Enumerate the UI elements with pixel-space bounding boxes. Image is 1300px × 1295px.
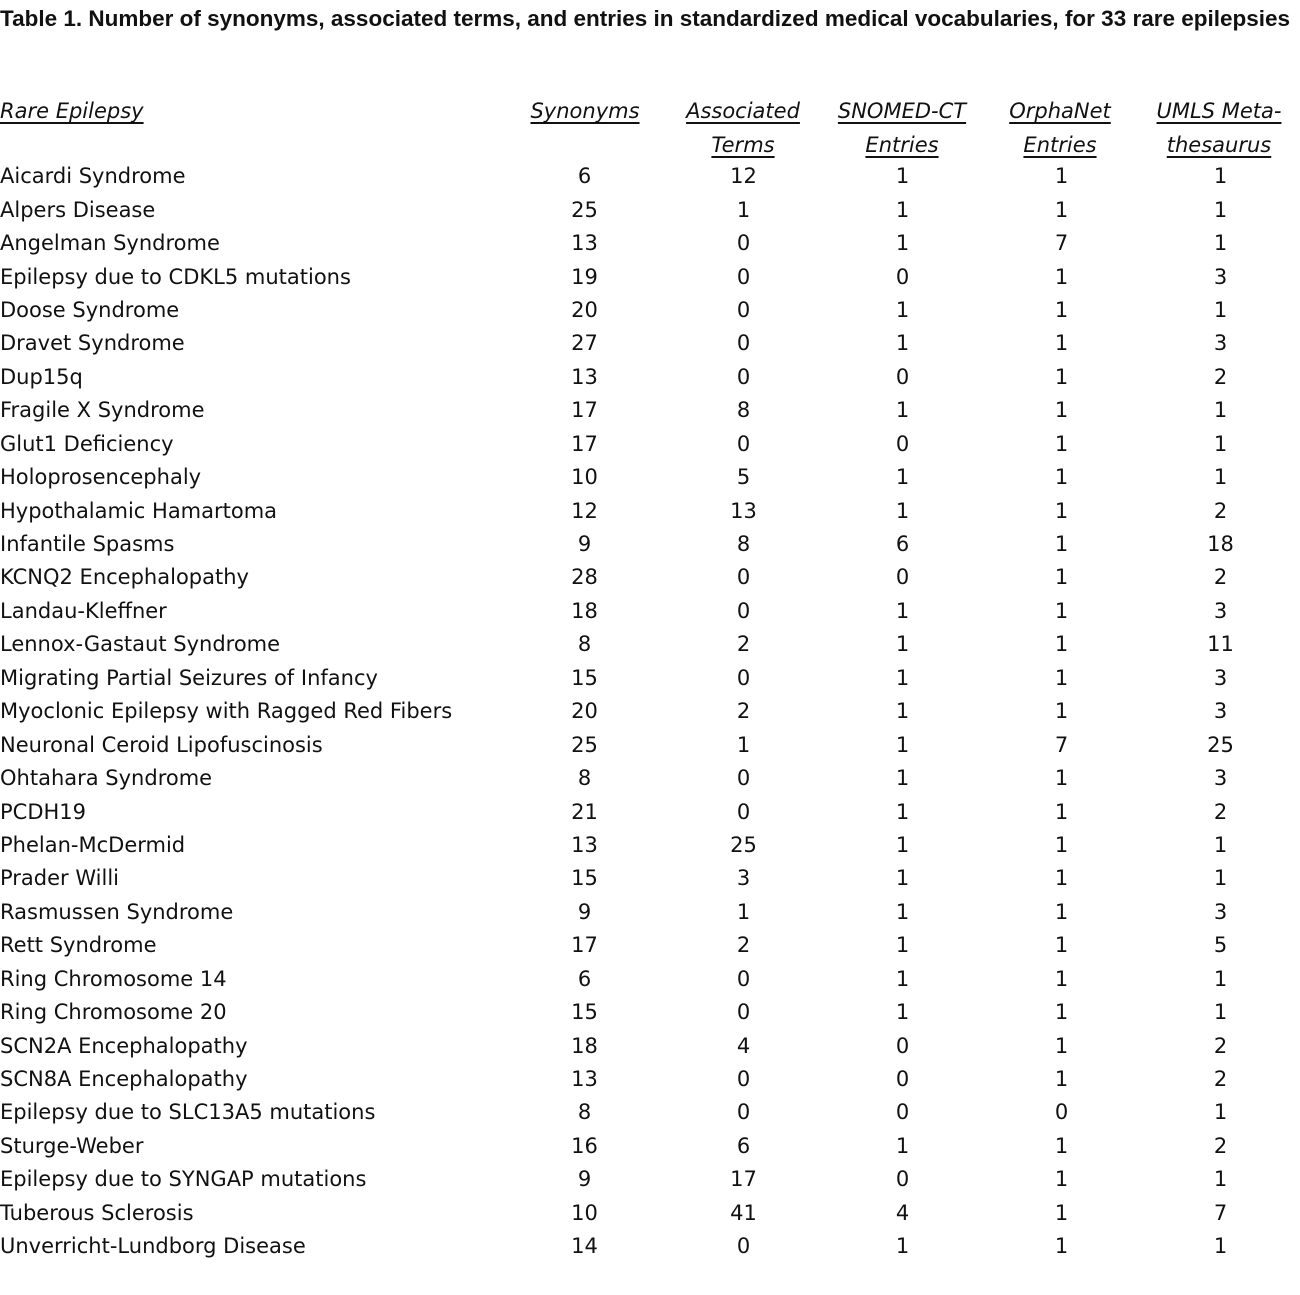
snomed-entries-cell: 1 [895, 966, 910, 991]
table-row [0, 795, 1300, 828]
umls-metathesaurus-cell: 1 [1213, 1234, 1228, 1259]
snomed-entries-cell: 1 [895, 498, 910, 523]
header-umls-metathesaurus [1139, 94, 1299, 162]
associated-terms-cell: 0 [736, 297, 751, 322]
umls-metathesaurus-cell: 3 [1213, 264, 1228, 289]
orphanet-entries-cell: 1 [1054, 364, 1069, 389]
orphanet-entries-cell: 1 [1054, 1133, 1069, 1158]
orphanet-entries-cell: 1 [1054, 164, 1069, 189]
table-row [0, 896, 1300, 929]
epilepsy-name-cell: Holoprosencephaly [0, 465, 202, 490]
epilepsy-name-cell: Alpers Disease [0, 197, 156, 222]
snomed-entries-cell: 1 [895, 632, 910, 657]
umls-metathesaurus-cell: 1 [1213, 197, 1228, 222]
associated-terms-cell: 8 [736, 398, 751, 423]
epilepsy-name-cell: Hypothalamic Hamartoma [0, 498, 278, 523]
umls-metathesaurus-cell: 1 [1213, 966, 1228, 991]
umls-metathesaurus-cell: 2 [1213, 1033, 1228, 1058]
table-row [0, 829, 1300, 862]
orphanet-entries-cell: 7 [1054, 732, 1069, 757]
snomed-entries-cell: 0 [895, 264, 910, 289]
epilepsy-name-cell: PCDH19 [0, 799, 87, 824]
snomed-entries-cell: 1 [895, 699, 910, 724]
snomed-entries-cell: 1 [895, 732, 910, 757]
orphanet-entries-cell: 1 [1054, 398, 1069, 423]
header-orphanet-entries [980, 94, 1140, 162]
snomed-entries-cell: 0 [895, 565, 910, 590]
orphanet-entries-cell: 7 [1054, 231, 1069, 256]
umls-metathesaurus-cell: 3 [1213, 899, 1228, 924]
table-row [0, 1130, 1300, 1163]
epilepsy-name-cell: Prader Willi [0, 866, 119, 891]
umls-metathesaurus-cell: 1 [1213, 231, 1228, 256]
snomed-entries-cell: 1 [895, 1000, 910, 1025]
epilepsy-name-cell: Sturge-Weber [0, 1133, 144, 1158]
epilepsy-name-cell: Epilepsy due to SYNGAP mutations [0, 1167, 367, 1192]
table-row [0, 361, 1300, 394]
synonyms-cell: 8 [577, 766, 592, 791]
table-row [0, 695, 1300, 728]
synonyms-cell: 9 [577, 899, 592, 924]
snomed-entries-cell: 1 [895, 766, 910, 791]
umls-metathesaurus-cell: 5 [1213, 933, 1228, 958]
associated-terms-cell: 8 [736, 532, 751, 557]
associated-terms-cell: 17 [730, 1167, 757, 1192]
associated-terms-cell: 0 [736, 231, 751, 256]
snomed-entries-cell: 0 [895, 1100, 910, 1125]
orphanet-entries-cell: 1 [1054, 498, 1069, 523]
epilepsy-name-cell: Doose Syndrome [0, 297, 180, 322]
table-row [0, 628, 1300, 661]
snomed-entries-cell: 1 [895, 832, 910, 857]
snomed-entries-cell: 0 [895, 1167, 910, 1192]
epilepsy-name-cell: Epilepsy due to SLC13A5 mutations [0, 1100, 376, 1125]
synonyms-cell: 17 [571, 933, 598, 958]
epilepsy-table [0, 160, 1300, 1263]
synonyms-cell: 9 [577, 532, 592, 557]
epilepsy-name-cell: Phelan-McDermid [0, 832, 186, 857]
table-row [0, 1029, 1300, 1062]
header-snomed-entries [822, 94, 982, 162]
associated-terms-cell: 2 [736, 699, 751, 724]
snomed-entries-cell: 0 [895, 1067, 910, 1092]
orphanet-entries-cell: 1 [1054, 966, 1069, 991]
umls-metathesaurus-cell: 11 [1207, 632, 1234, 657]
header-associated-line1: Associated [686, 99, 800, 123]
epilepsy-name-cell: Migrating Partial Seizures of Infancy [0, 665, 378, 690]
associated-terms-cell: 3 [736, 866, 751, 891]
orphanet-entries-cell: 1 [1054, 1200, 1069, 1225]
table-row [0, 561, 1300, 594]
umls-metathesaurus-cell: 2 [1213, 364, 1228, 389]
table-row [0, 595, 1300, 628]
associated-terms-cell: 0 [736, 431, 751, 456]
synonyms-cell: 17 [571, 398, 598, 423]
snomed-entries-cell: 0 [895, 364, 910, 389]
synonyms-cell: 13 [571, 231, 598, 256]
umls-metathesaurus-cell: 18 [1207, 532, 1234, 557]
snomed-entries-cell: 1 [895, 1133, 910, 1158]
orphanet-entries-cell: 1 [1054, 899, 1069, 924]
snomed-entries-cell: 1 [895, 665, 910, 690]
synonyms-cell: 25 [571, 197, 598, 222]
snomed-entries-cell: 0 [895, 431, 910, 456]
snomed-entries-cell: 1 [895, 398, 910, 423]
table-row [0, 394, 1300, 427]
synonyms-cell: 6 [577, 966, 592, 991]
associated-terms-cell: 1 [736, 197, 751, 222]
epilepsy-name-cell: Dup15q [0, 364, 83, 389]
table-row [0, 963, 1300, 996]
snomed-entries-cell: 1 [895, 231, 910, 256]
orphanet-entries-cell: 1 [1054, 431, 1069, 456]
table-row [0, 528, 1300, 561]
snomed-entries-cell: 1 [895, 197, 910, 222]
synonyms-cell: 18 [571, 598, 598, 623]
umls-metathesaurus-cell: 3 [1213, 598, 1228, 623]
snomed-entries-cell: 1 [895, 933, 910, 958]
snomed-entries-cell: 1 [895, 799, 910, 824]
orphanet-entries-cell: 1 [1054, 766, 1069, 791]
epilepsy-name-cell: Epilepsy due to CDKL5 mutations [0, 264, 351, 289]
associated-terms-cell: 0 [736, 966, 751, 991]
table-row [0, 929, 1300, 962]
umls-metathesaurus-cell: 1 [1213, 1167, 1228, 1192]
synonyms-cell: 27 [571, 331, 598, 356]
umls-metathesaurus-cell: 2 [1213, 1067, 1228, 1092]
table-caption: Table 1. Number of synonyms, associated terms, and entries in standardized medical vocabularies, for 33 rare epilepsies [0, 6, 1291, 31]
synonyms-cell: 17 [571, 431, 598, 456]
header-associated-terms [663, 94, 823, 162]
associated-terms-cell: 0 [736, 598, 751, 623]
synonyms-cell: 19 [571, 264, 598, 289]
synonyms-cell: 20 [571, 297, 598, 322]
header-rare-epilepsy-label: Rare Epilepsy [0, 99, 144, 123]
orphanet-entries-cell: 1 [1054, 197, 1069, 222]
epilepsy-name-cell: Lennox-Gastaut Syndrome [0, 632, 281, 657]
epilepsy-name-cell: Ohtahara Syndrome [0, 766, 213, 791]
synonyms-cell: 6 [577, 164, 592, 189]
associated-terms-cell: 5 [736, 465, 751, 490]
orphanet-entries-cell: 1 [1054, 1000, 1069, 1025]
associated-terms-cell: 2 [736, 632, 751, 657]
orphanet-entries-cell: 1 [1054, 297, 1069, 322]
synonyms-cell: 18 [571, 1033, 598, 1058]
epilepsy-name-cell: KCNQ2 Encephalopathy [0, 565, 249, 590]
table-row [0, 762, 1300, 795]
orphanet-entries-cell: 1 [1054, 933, 1069, 958]
synonyms-cell: 28 [571, 565, 598, 590]
table-row [0, 494, 1300, 527]
header-umls-line2: thesaurus [1166, 133, 1272, 157]
epilepsy-name-cell: Rasmussen Syndrome [0, 899, 234, 924]
orphanet-entries-cell: 1 [1054, 565, 1069, 590]
snomed-entries-cell: 4 [895, 1200, 910, 1225]
table-row [0, 1197, 1300, 1230]
header-snomed-line2: Entries [865, 133, 939, 157]
header-orphanet-line1: OrphaNet [1009, 99, 1111, 123]
umls-metathesaurus-cell: 2 [1213, 799, 1228, 824]
umls-metathesaurus-cell: 3 [1213, 766, 1228, 791]
synonyms-cell: 14 [571, 1234, 598, 1259]
synonyms-cell: 13 [571, 364, 598, 389]
table-row [0, 428, 1300, 461]
epilepsy-name-cell: Unverricht-Lundborg Disease [0, 1234, 306, 1259]
umls-metathesaurus-cell: 3 [1213, 665, 1228, 690]
associated-terms-cell: 4 [736, 1033, 751, 1058]
associated-terms-cell: 0 [736, 364, 751, 389]
orphanet-entries-cell: 1 [1054, 632, 1069, 657]
table-row [0, 1096, 1300, 1129]
associated-terms-cell: 12 [730, 164, 757, 189]
umls-metathesaurus-cell: 1 [1213, 431, 1228, 456]
orphanet-entries-cell: 0 [1054, 1100, 1069, 1125]
table-row [0, 327, 1300, 360]
synonyms-cell: 15 [571, 866, 598, 891]
orphanet-entries-cell: 1 [1054, 264, 1069, 289]
synonyms-cell: 13 [571, 1067, 598, 1092]
synonyms-cell: 9 [577, 1167, 592, 1192]
synonyms-cell: 13 [571, 832, 598, 857]
associated-terms-cell: 0 [736, 264, 751, 289]
snomed-entries-cell: 1 [895, 1234, 910, 1259]
orphanet-entries-cell: 1 [1054, 1033, 1069, 1058]
synonyms-cell: 15 [571, 1000, 598, 1025]
epilepsy-name-cell: Dravet Syndrome [0, 331, 185, 356]
header-associated-line2: Terms [711, 133, 775, 157]
umls-metathesaurus-cell: 25 [1207, 732, 1234, 757]
epilepsy-name-cell: Ring Chromosome 14 [0, 966, 227, 991]
umls-metathesaurus-cell: 2 [1213, 1133, 1228, 1158]
associated-terms-cell: 0 [736, 766, 751, 791]
synonyms-cell: 12 [571, 498, 598, 523]
associated-terms-cell: 2 [736, 933, 751, 958]
table-row [0, 260, 1300, 293]
associated-terms-cell: 0 [736, 331, 751, 356]
snomed-entries-cell: 1 [895, 297, 910, 322]
associated-terms-cell: 41 [730, 1200, 757, 1225]
header-snomed-line1: SNOMED-CT [837, 99, 967, 123]
epilepsy-name-cell: Neuronal Ceroid Lipofuscinosis [0, 732, 323, 757]
epilepsy-name-cell: Aicardi Syndrome [0, 164, 186, 189]
umls-metathesaurus-cell: 1 [1213, 1000, 1228, 1025]
table-row [0, 1163, 1300, 1196]
umls-metathesaurus-cell: 2 [1213, 498, 1228, 523]
associated-terms-cell: 1 [736, 899, 751, 924]
associated-terms-cell: 13 [730, 498, 757, 523]
umls-metathesaurus-cell: 3 [1213, 331, 1228, 356]
orphanet-entries-cell: 1 [1054, 799, 1069, 824]
orphanet-entries-cell: 1 [1054, 1167, 1069, 1192]
associated-terms-cell: 0 [736, 799, 751, 824]
umls-metathesaurus-cell: 1 [1213, 1100, 1228, 1125]
table-row [0, 996, 1300, 1029]
synonyms-cell: 15 [571, 665, 598, 690]
epilepsy-name-cell: Ring Chromosome 20 [0, 1000, 227, 1025]
table-row [0, 160, 1300, 193]
table-row [0, 1063, 1300, 1096]
synonyms-cell: 8 [577, 1100, 592, 1125]
header-umls-line1: UMLS Meta- [1156, 99, 1282, 123]
orphanet-entries-cell: 1 [1054, 331, 1069, 356]
umls-metathesaurus-cell: 7 [1213, 1200, 1228, 1225]
synonyms-cell: 25 [571, 732, 598, 757]
epilepsy-name-cell: Infantile Spasms [0, 532, 175, 557]
table-row [0, 461, 1300, 494]
orphanet-entries-cell: 1 [1054, 598, 1069, 623]
snomed-entries-cell: 1 [895, 866, 910, 891]
synonyms-cell: 16 [571, 1133, 598, 1158]
associated-terms-cell: 0 [736, 1067, 751, 1092]
synonyms-cell: 8 [577, 632, 592, 657]
umls-metathesaurus-cell: 1 [1213, 866, 1228, 891]
associated-terms-cell: 0 [736, 1234, 751, 1259]
umls-metathesaurus-cell: 1 [1213, 297, 1228, 322]
orphanet-entries-cell: 1 [1054, 699, 1069, 724]
epilepsy-name-cell: Myoclonic Epilepsy with Ragged Red Fibers [0, 699, 453, 724]
synonyms-cell: 21 [571, 799, 598, 824]
synonyms-cell: 20 [571, 699, 598, 724]
epilepsy-name-cell: Landau-Kleffner [0, 598, 167, 623]
associated-terms-cell: 0 [736, 565, 751, 590]
table-row [0, 728, 1300, 761]
table-row [0, 862, 1300, 895]
header-rare-epilepsy [0, 94, 300, 128]
associated-terms-cell: 0 [736, 665, 751, 690]
snomed-entries-cell: 6 [895, 532, 910, 557]
orphanet-entries-cell: 1 [1054, 665, 1069, 690]
associated-terms-cell: 0 [736, 1000, 751, 1025]
table-row [0, 662, 1300, 695]
table-row [0, 227, 1300, 260]
snomed-entries-cell: 0 [895, 1033, 910, 1058]
orphanet-entries-cell: 1 [1054, 465, 1069, 490]
umls-metathesaurus-cell: 1 [1213, 832, 1228, 857]
umls-metathesaurus-cell: 3 [1213, 699, 1228, 724]
epilepsy-table-body [0, 160, 1300, 1263]
table-row [0, 1230, 1300, 1263]
associated-terms-cell: 0 [736, 1100, 751, 1125]
epilepsy-name-cell: Glut1 Deficiency [0, 431, 174, 456]
umls-metathesaurus-cell: 2 [1213, 565, 1228, 590]
associated-terms-cell: 1 [736, 732, 751, 757]
epilepsy-name-cell: SCN8A Encephalopathy [0, 1067, 248, 1092]
associated-terms-cell: 6 [736, 1133, 751, 1158]
snomed-entries-cell: 1 [895, 899, 910, 924]
orphanet-entries-cell: 1 [1054, 832, 1069, 857]
orphanet-entries-cell: 1 [1054, 532, 1069, 557]
synonyms-cell: 10 [571, 465, 598, 490]
epilepsy-name-cell: Angelman Syndrome [0, 231, 220, 256]
synonyms-cell: 10 [571, 1200, 598, 1225]
epilepsy-name-cell: Rett Syndrome [0, 933, 157, 958]
epilepsy-name-cell: Tuberous Sclerosis [0, 1200, 194, 1225]
epilepsy-name-cell: SCN2A Encephalopathy [0, 1033, 248, 1058]
header-synonyms-label: Synonyms [530, 99, 640, 123]
orphanet-entries-cell: 1 [1054, 1234, 1069, 1259]
table-row [0, 193, 1300, 226]
header-orphanet-line2: Entries [1023, 133, 1097, 157]
umls-metathesaurus-cell: 1 [1213, 465, 1228, 490]
umls-metathesaurus-cell: 1 [1213, 164, 1228, 189]
snomed-entries-cell: 1 [895, 331, 910, 356]
orphanet-entries-cell: 1 [1054, 1067, 1069, 1092]
epilepsy-name-cell: Fragile X Syndrome [0, 398, 205, 423]
umls-metathesaurus-cell: 1 [1213, 398, 1228, 423]
associated-terms-cell: 25 [730, 832, 757, 857]
snomed-entries-cell: 1 [895, 598, 910, 623]
table-row [0, 294, 1300, 327]
snomed-entries-cell: 1 [895, 164, 910, 189]
snomed-entries-cell: 1 [895, 465, 910, 490]
orphanet-entries-cell: 1 [1054, 866, 1069, 891]
header-synonyms [505, 94, 665, 128]
